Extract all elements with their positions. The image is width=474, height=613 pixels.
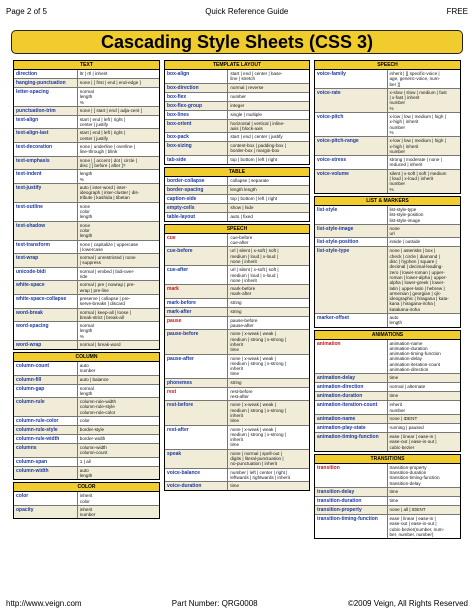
property-values: auto | balance xyxy=(79,376,109,382)
property-values: 1 | all xyxy=(79,458,91,464)
property-row-column-span xyxy=(14,458,159,467)
property-row-transition-duration xyxy=(315,497,460,506)
property-row-word-break xyxy=(14,309,159,323)
property-values: auto | inter-word | inter- ideograph | inter-cluster | dis- tribute | kashida | tibetan xyxy=(79,184,140,201)
section-header: TEMPLATE LAYOUT xyxy=(165,61,309,70)
property-row-voice-balance xyxy=(165,469,309,483)
property-values: inherit number xyxy=(79,506,96,518)
property-row-pause-before xyxy=(165,330,309,354)
copyright: ©2009 Veign, All Rights Reserved xyxy=(347,598,468,608)
property-name: transition-delay xyxy=(315,488,388,496)
property-values: number | left | center | right | leftwards | rightwards | inherit xyxy=(230,469,290,480)
property-name: column-span xyxy=(14,458,78,466)
property-values: none | asterisks | box | check | circle | diamond | disc | hyphen | square | decimal | decimal-leading- zero | lower-roman | upper- roman | lower-alpha | upper- alpha | lower-greek | lower- latin | upper-latin | hebrew | armenian | georgian | cjk- ideographic | hiragana | kata- kana | hiragana-iroha | katakana-iroha xyxy=(389,248,449,312)
property-values: none | x-weak | weak | medium | strong | x-strong | inherit time xyxy=(230,402,287,424)
property-values: rest-before rest-after xyxy=(230,388,253,400)
property-name: direction xyxy=(14,70,78,78)
property-row-border-spacing xyxy=(165,186,309,195)
property-row-white-space-collapse xyxy=(14,295,159,309)
property-row-animation-timing-function xyxy=(315,433,460,451)
property-values: column-rule-width column-rule-style column-rule-color xyxy=(79,399,117,415)
property-row-punctuation-trim xyxy=(14,107,159,116)
free-label: FREE xyxy=(446,6,468,16)
property-values: none | IDENT xyxy=(389,415,418,421)
property-name: word-wrap xyxy=(14,341,78,349)
property-row-list-style-type xyxy=(315,247,460,314)
property-name: list-style xyxy=(315,206,388,224)
property-row-column-rule-width xyxy=(14,435,159,444)
property-row-text-emphasis xyxy=(14,157,159,171)
property-name: border-spacing xyxy=(165,186,228,194)
property-values: top | bottom | left | right xyxy=(230,156,278,162)
property-name: punctuation-trim xyxy=(14,107,78,115)
section-table xyxy=(164,167,310,222)
property-name: column-rule-color xyxy=(14,417,78,425)
property-values: none | x-weak | weak | medium | strong | x-strong | inherit time xyxy=(230,426,287,448)
property-row-table-layout xyxy=(165,213,309,221)
property-row-box-align xyxy=(165,70,309,84)
property-name: text-justify xyxy=(14,184,78,202)
property-name: column-rule-style xyxy=(14,426,78,434)
property-values: top | bottom | left | right xyxy=(230,195,278,201)
property-values: ease | linear | ease-in | ease-out | ease-in-out | cubic-bezier(number, num- ber, number, number) xyxy=(389,516,445,537)
property-row-letter-spacing xyxy=(14,88,159,107)
property-values: none | [ start | end | adja-cent ] xyxy=(79,107,142,113)
property-row-text-indent xyxy=(14,170,159,184)
property-row-list-style xyxy=(315,206,460,225)
property-values: url | silent | x-soft | soft | medium | loud | x-loud | none | inherit xyxy=(230,267,279,283)
property-values: none | capitalize | uppercase | lowercase xyxy=(79,241,139,252)
property-values: url | silent | x-soft | soft | medium | loud | x-loud | none | inherit xyxy=(230,248,279,264)
property-name: text-indent xyxy=(14,170,78,183)
property-values: transition-property transition-duration transition-timing-function transition-delay xyxy=(389,464,440,486)
property-values: auto | fixed xyxy=(230,213,253,219)
property-name: list-style-position xyxy=(315,238,388,246)
property-values: running | paused xyxy=(389,424,424,430)
property-row-list-style-image xyxy=(315,225,460,239)
property-values: time xyxy=(389,375,399,381)
property-name: hanging-punctuation xyxy=(14,79,78,87)
property-row-box-flex-group xyxy=(165,102,309,111)
property-name: voice-volume xyxy=(315,170,388,193)
property-values: time xyxy=(389,393,399,399)
property-values: none | x-weak | weak | medium | strong | x-strong | inherit time xyxy=(230,331,287,353)
property-row-pause xyxy=(165,317,309,331)
property-name: pause xyxy=(165,317,228,330)
property-values: animation-name animation-duration animation-timing-function animation-delay animation-iteration-count animation-direction xyxy=(389,340,441,373)
column-right xyxy=(314,60,461,541)
property-name: voice-stress xyxy=(315,156,388,169)
property-name: box-sizing xyxy=(165,142,228,155)
property-row-rest-after xyxy=(165,426,309,450)
property-row-animation-duration xyxy=(315,392,460,401)
property-values: inside | outside xyxy=(389,239,421,245)
part-number: Part Number: QRG0008 xyxy=(171,598,258,608)
property-values: length length xyxy=(230,186,257,192)
property-values: normal | pre | nowrap | pre- wrap | pre-line xyxy=(79,282,135,293)
property-name: text-shadow xyxy=(14,222,78,240)
property-row-column-gap xyxy=(14,385,159,399)
property-row-voice-family xyxy=(315,70,460,89)
property-row-column-fill xyxy=(14,376,159,385)
property-values: length % xyxy=(79,171,93,182)
property-values: none | all | IDENT xyxy=(389,507,426,513)
property-name: empty-cells xyxy=(165,204,228,212)
property-row-empty-cells xyxy=(165,204,309,213)
section-speech xyxy=(314,60,461,194)
property-row-text-decoration xyxy=(14,143,159,157)
property-values: x-low | low | medium | high | x-high | inherit number xyxy=(389,138,446,154)
property-name: text-transform xyxy=(14,241,78,254)
property-name: animation-timing-function xyxy=(315,433,388,451)
property-name: tab-side xyxy=(165,156,228,164)
property-row-box-pack xyxy=(165,133,309,142)
property-values: collapse | separate xyxy=(230,177,269,183)
property-row-cue-before xyxy=(165,247,309,266)
section-header: SPEECH xyxy=(315,61,460,70)
property-name: text-align xyxy=(14,116,78,129)
property-row-mark xyxy=(165,285,309,299)
property-row-voice-stress xyxy=(315,156,460,170)
property-values: ltr | rtl | inherit xyxy=(79,71,108,76)
property-name: transition-timing-function xyxy=(315,515,388,538)
footer xyxy=(6,597,468,609)
property-name: word-spacing xyxy=(14,322,78,340)
property-row-text-align-last xyxy=(14,129,159,143)
property-row-animation-name xyxy=(315,415,460,424)
property-values: normal | break-word xyxy=(79,341,121,347)
page-indicator: Page 2 of 5 xyxy=(6,6,47,16)
property-row-column-rule-style xyxy=(14,426,159,435)
property-row-white-space xyxy=(14,281,159,295)
property-name: mark-after xyxy=(165,308,228,316)
property-name: unicode-bidi xyxy=(14,268,78,281)
property-row-mark-after xyxy=(165,308,309,317)
top-bar xyxy=(6,4,468,18)
property-row-rest-before xyxy=(165,401,309,425)
property-name: white-space-collapse xyxy=(14,295,78,308)
property-row-column-rule xyxy=(14,398,159,417)
property-name: letter-spacing xyxy=(14,88,78,106)
property-name: rest-before xyxy=(165,401,228,424)
property-row-list-style-position xyxy=(315,238,460,247)
property-values: none color length xyxy=(79,222,93,239)
property-row-text-shadow xyxy=(14,222,159,241)
property-row-text-justify xyxy=(14,184,159,203)
property-row-direction xyxy=(14,70,159,79)
property-name: cue-after xyxy=(165,266,228,284)
property-name: voice-pitch-range xyxy=(315,137,388,155)
property-values: start | end | center | justify xyxy=(230,134,283,140)
section-header: SPEECH xyxy=(165,225,309,234)
property-values: none color length xyxy=(79,203,93,220)
property-name: white-space xyxy=(14,281,78,294)
property-values: show | hide xyxy=(230,204,254,210)
property-row-speak xyxy=(165,450,309,469)
property-name: box-orient xyxy=(165,120,228,133)
section-header: TEXT xyxy=(14,61,159,70)
property-name: animation-name xyxy=(315,415,388,423)
property-values: none | x-weak | weak | medium | strong | x-strong | inherit time xyxy=(230,355,287,377)
property-row-animation-direction xyxy=(315,383,460,392)
section-column xyxy=(13,352,160,480)
property-row-voice-volume xyxy=(315,170,460,193)
section-header: COLOR xyxy=(14,483,159,492)
property-row-rest xyxy=(165,388,309,402)
property-row-column-width xyxy=(14,467,159,480)
property-values: normal | keep-all | loose | break-strict | break-all xyxy=(79,309,131,320)
section-header: COLUMN xyxy=(14,353,159,362)
property-values: auto length xyxy=(389,314,403,326)
property-name: rest-after xyxy=(165,426,228,449)
property-row-animation xyxy=(315,340,460,375)
property-name: pause-before xyxy=(165,330,228,353)
property-row-phonemes xyxy=(165,379,309,388)
property-values: integer xyxy=(230,102,245,108)
property-row-marker-offset xyxy=(315,314,460,327)
property-name: voice-duration xyxy=(165,482,228,490)
property-row-transition-timing-function xyxy=(315,515,460,538)
property-row-columns xyxy=(14,444,159,458)
property-row-color xyxy=(14,492,159,506)
property-name: column-count xyxy=(14,362,78,375)
property-name: animation-direction xyxy=(315,383,388,391)
property-name: cue xyxy=(165,234,228,247)
property-values: column-width column-count xyxy=(79,445,108,456)
property-values: none | [ accent | dot | circle | disc ] [ before | after ]? xyxy=(79,157,137,168)
section-header: ANIMATIONS xyxy=(315,331,460,340)
property-name: border-collapse xyxy=(165,177,228,185)
property-name: phonemes xyxy=(165,379,228,387)
property-values: color xyxy=(79,418,90,424)
property-name: column-gap xyxy=(14,385,78,398)
property-name: table-layout xyxy=(165,213,228,221)
section-header: TRANSITIONS xyxy=(315,455,460,464)
property-name: columns xyxy=(14,444,78,457)
property-name: text-align-last xyxy=(14,129,78,142)
property-name: word-break xyxy=(14,309,78,322)
property-values: string xyxy=(230,299,242,305)
property-values: border-style xyxy=(79,427,105,433)
property-name: animation xyxy=(315,340,388,374)
property-name: text-decoration xyxy=(14,143,78,156)
property-name: text-wrap xyxy=(14,254,78,267)
property-name: opacity xyxy=(14,506,78,519)
footer-url[interactable]: http://www.veign.com xyxy=(6,598,82,608)
property-row-mark-before xyxy=(165,299,309,308)
property-name: mark xyxy=(165,285,228,298)
property-name: animation-play-state xyxy=(315,424,388,432)
property-values: time xyxy=(230,483,240,489)
property-name: list-style-type xyxy=(315,247,388,313)
property-values: start | end | center | base- line | stretch xyxy=(230,71,283,82)
property-name: cue-before xyxy=(165,247,228,265)
property-row-animation-delay xyxy=(315,374,460,383)
property-row-box-flex xyxy=(165,93,309,102)
property-values: content-box | padding-box | border-box | margin-box xyxy=(230,143,286,154)
property-name: pause-after xyxy=(165,355,228,378)
property-values: none url xyxy=(389,225,400,237)
property-row-pause-after xyxy=(165,355,309,379)
property-row-word-wrap xyxy=(14,341,159,349)
property-values: normal length xyxy=(79,385,94,396)
property-values: pause-before pause-after xyxy=(230,317,258,329)
property-name: column-fill xyxy=(14,376,78,384)
property-values: cue-before cue-after xyxy=(230,234,253,246)
property-values: number xyxy=(230,93,246,99)
property-values: none | normal | spell-out | digits | literal-punctuation | no-punctuation | inherit xyxy=(230,450,284,467)
property-name: animation-iteration-count xyxy=(315,401,388,414)
property-name: caption-side xyxy=(165,195,228,203)
section-header: TABLE xyxy=(165,168,309,177)
property-values: inherit color xyxy=(79,493,93,504)
property-row-transition-delay xyxy=(315,488,460,497)
property-row-cue-after xyxy=(165,266,309,285)
property-name: box-align xyxy=(165,70,228,83)
property-row-voice-duration xyxy=(165,482,309,490)
property-values: start | end | left | right | center | justify xyxy=(79,116,126,128)
property-values: auto number xyxy=(79,362,96,374)
property-name: animation-duration xyxy=(315,392,388,400)
property-row-text-transform xyxy=(14,241,159,255)
property-row-voice-rate xyxy=(315,89,460,113)
column-middle xyxy=(164,60,310,493)
property-name: transition-duration xyxy=(315,497,388,505)
property-name: column-rule xyxy=(14,398,78,416)
property-row-transition xyxy=(315,464,460,488)
section-header: LIST & MARKERS xyxy=(315,197,460,206)
property-name: box-pack xyxy=(165,133,228,141)
property-row-box-direction xyxy=(165,84,309,93)
section-color xyxy=(13,482,160,519)
property-name: speak xyxy=(165,450,228,468)
property-values: time xyxy=(389,498,399,504)
property-values: border-width xyxy=(79,436,106,442)
property-values: preserve | collapse | pre- serve-breaks | discard xyxy=(79,295,131,307)
property-name: voice-balance xyxy=(165,469,228,482)
property-values: normal | unrestricted | none | suppress xyxy=(79,255,136,266)
property-name: text-emphasis xyxy=(14,157,78,170)
property-name: voice-pitch xyxy=(315,113,388,136)
property-name: animation-delay xyxy=(315,374,388,382)
property-name: box-flex-group xyxy=(165,102,228,110)
property-name: list-style-image xyxy=(315,225,388,238)
column-left xyxy=(13,60,160,521)
property-row-hanging-punctuation xyxy=(14,79,159,88)
property-row-border-collapse xyxy=(165,177,309,186)
property-values: string xyxy=(230,308,242,314)
property-row-box-orient xyxy=(165,120,309,134)
property-row-tab-side xyxy=(165,156,309,164)
property-row-box-sizing xyxy=(165,142,309,156)
page-title: Cascading Style Sheets (CSS 3) xyxy=(11,30,463,54)
property-name: box-flex xyxy=(165,93,228,101)
property-values: string xyxy=(230,379,242,385)
property-name: transition-property xyxy=(315,506,388,514)
property-values: single | multiple xyxy=(230,111,262,117)
section-transitions xyxy=(314,454,461,539)
property-name: column-width xyxy=(14,467,78,480)
property-row-voice-pitch xyxy=(315,113,460,137)
property-row-text-outline xyxy=(14,203,159,222)
property-row-voice-pitch-range xyxy=(315,137,460,156)
property-row-column-rule-color xyxy=(14,417,159,426)
property-values: none | [ first | end | end-edge ] xyxy=(79,80,141,85)
section-template-layout xyxy=(164,60,310,165)
property-values: ease | linear | ease-in | ease-out | ease-in-out | cubic-bezier xyxy=(389,433,437,450)
property-name: box-direction xyxy=(165,84,228,92)
property-row-unicode-bidi xyxy=(14,268,159,282)
property-row-transition-property xyxy=(315,506,460,515)
property-name: color xyxy=(14,492,78,505)
property-values: x-low | low | medium | high | x-high | inherit number % xyxy=(389,114,446,135)
property-name: marker-offset xyxy=(315,314,388,327)
property-values: inherit | [[ specific-voice | age, generic-voice, num- ber ]] xyxy=(389,71,441,87)
property-values: inherit number xyxy=(389,402,406,413)
property-row-word-spacing xyxy=(14,322,159,341)
property-name: voice-rate xyxy=(315,89,388,112)
section-animations xyxy=(314,330,461,452)
property-values: auto length xyxy=(79,467,93,478)
property-row-cue xyxy=(165,234,309,248)
property-values: list-style-type list-style-position list-style-image xyxy=(389,206,424,223)
property-row-text-wrap xyxy=(14,254,159,268)
property-values: strong | moderate | none | reduced | inherit xyxy=(389,157,442,168)
property-row-opacity xyxy=(14,506,159,519)
property-row-caption-side xyxy=(165,195,309,204)
section-speech xyxy=(164,224,310,491)
property-values: normal length % xyxy=(79,89,94,105)
property-values: x-slow | slow | medium | fast | x-fast | inherit number % xyxy=(389,89,447,111)
property-name: voice-family xyxy=(315,70,388,88)
property-name: transition xyxy=(315,464,388,487)
property-values: time xyxy=(389,489,399,495)
section-list-markers xyxy=(314,196,461,328)
property-name: rest xyxy=(165,388,228,401)
property-values: horizontal | vertical | inline- axis | block-axis xyxy=(230,120,285,131)
property-name: box-lines xyxy=(165,111,228,119)
property-row-animation-iteration-count xyxy=(315,401,460,415)
guide-name: Quick Reference Guide xyxy=(205,6,289,16)
property-row-column-count xyxy=(14,362,159,376)
property-values: normal | embed | bidi-over- ride xyxy=(79,268,135,280)
property-row-animation-play-state xyxy=(315,424,460,433)
property-values: mark-before mark-after xyxy=(230,286,256,297)
property-row-box-lines xyxy=(165,111,309,120)
property-values: normal | alternate xyxy=(389,384,426,390)
property-values: none | underline | overline | line-through | blink xyxy=(79,144,135,155)
property-values: silent | x-soft | soft | medium | loud | x-loud | inherit number % xyxy=(389,170,447,192)
property-values: start | end | left | right | center | justify xyxy=(79,130,126,141)
section-text xyxy=(13,60,160,350)
property-name: column-rule-width xyxy=(14,435,78,443)
property-values: normal length % xyxy=(79,323,94,339)
property-name: text-outline xyxy=(14,203,78,221)
property-values: normal | reverse xyxy=(230,84,264,90)
property-name: mark-before xyxy=(165,299,228,307)
property-row-text-align xyxy=(14,116,159,130)
